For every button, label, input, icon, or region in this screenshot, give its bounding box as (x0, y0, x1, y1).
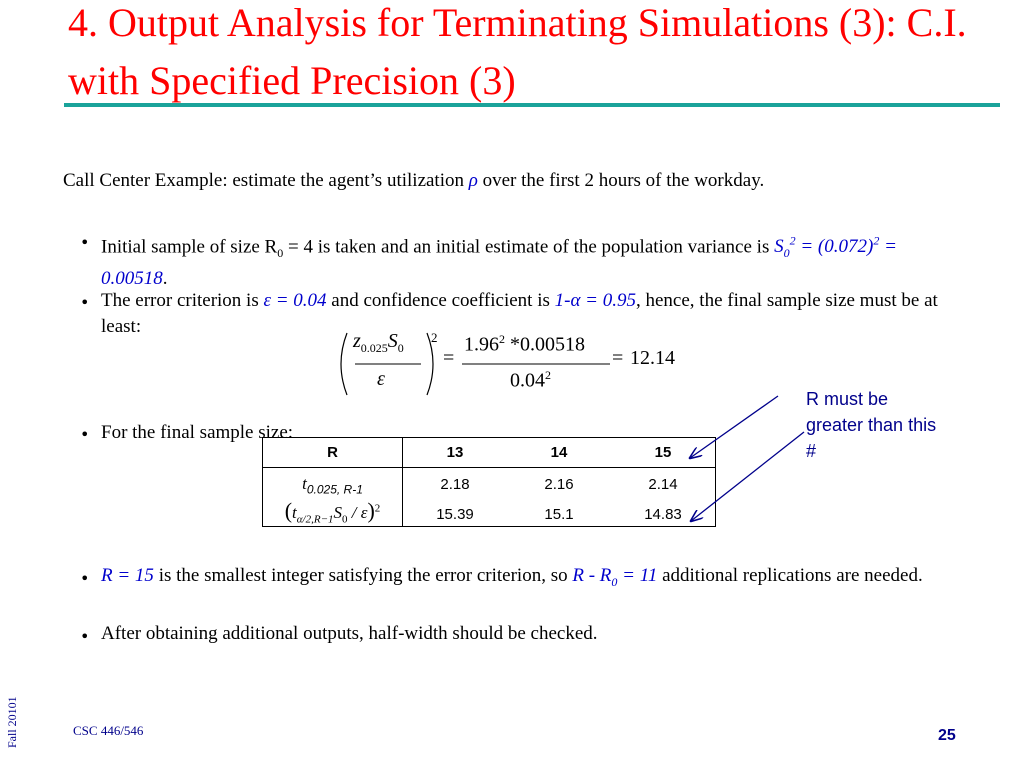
row2-div: / ε (347, 503, 368, 523)
row2-value-14: 15.1 (544, 506, 574, 523)
bullet-marker-5: • (80, 627, 90, 646)
r-minus-r: R - R (572, 565, 612, 586)
bullet-4 (101, 563, 951, 595)
rhs-variance: *0.00518 (505, 333, 585, 356)
rhs-z-power: 2 (499, 332, 505, 346)
variance-value-sup: 2 (873, 234, 880, 248)
bullet-2-text-c: , hence, the final sample size must be at least: (101, 290, 938, 337)
rhs-epsilon-value: 0.04 (510, 369, 545, 392)
variance-result: = 0.00518 (101, 236, 897, 290)
lhs-denominator: ε (377, 368, 385, 390)
z-symbol: z (353, 330, 361, 352)
bullet-1-period: . (162, 268, 168, 290)
intro-text-a: Call Center Example: estimate the agent’s utilization (63, 170, 469, 191)
s-sub: 0 (397, 341, 404, 355)
page-number: 25 (938, 727, 956, 744)
rhs-epsilon-power: 2 (545, 368, 551, 382)
course-label: CSC 446/546 (73, 723, 144, 738)
variance-s-sub: 0 (783, 246, 790, 261)
bullet-5: After obtaining additional outputs, half-width should be checked. (101, 623, 598, 644)
rhs-z-value: 1.96 (464, 333, 499, 356)
row1-value-14: 2.16 (544, 476, 574, 493)
equals-1: = (443, 347, 455, 369)
row2-t: t (292, 503, 297, 523)
table-header-label: R (263, 438, 403, 468)
table-col-13: 13 (446, 444, 464, 461)
row2-power: 2 (374, 502, 381, 515)
bullet-2-text-a: The error criterion is (101, 290, 264, 311)
row2-s: S (333, 503, 343, 523)
row2-open: ( (284, 498, 293, 524)
bullet-1-text-a: Initial sample of size R (101, 236, 278, 258)
bullet-3: For the final sample size: (101, 422, 294, 443)
row2-s-sub: 0 (342, 513, 348, 526)
semester-label: Fall 20101 (5, 696, 19, 748)
bullet-4-text-b: is the smallest integer satisfying the error criterion, so (153, 565, 573, 586)
alpha-expression: 1-α = 0.95 (554, 290, 636, 311)
arrow-to-header (690, 396, 778, 458)
row2-value-13: 15.39 (436, 506, 474, 523)
variance-s-sup: 2 (789, 234, 796, 248)
row2-close: ) (367, 498, 375, 524)
rho-symbol: ρ (468, 170, 478, 191)
bullet-4-text-e: additional replications are needed. (657, 565, 923, 586)
row1-t: t (302, 474, 307, 493)
row1-value-13: 2.18 (440, 476, 470, 493)
bullet-marker-3: • (80, 425, 90, 444)
bullet-marker-2: • (80, 293, 90, 312)
row1-value-15: 2.14 (648, 476, 678, 493)
r-minus-r0 (572, 565, 658, 589)
equals-2: = (612, 347, 624, 369)
bullet-1-text-b: = 4 is taken and an initial estimate of the population variance is (283, 236, 775, 258)
variance-value: = (0.072) (795, 236, 874, 258)
r-diff-value: = 11 (617, 565, 658, 586)
r-equals-15: R = 15 (101, 565, 154, 586)
lhs-power: 2 (431, 330, 438, 345)
bullet-marker-4: • (80, 569, 90, 588)
bullet-marker-1: • (80, 233, 90, 252)
formula-result: 12.14 (630, 347, 675, 369)
bullet-2-text-b: and confidence coefficient is (326, 290, 555, 311)
variance-s: S (774, 236, 784, 258)
bullet-1-sub: 0 (277, 246, 284, 261)
intro-text-b: over the first 2 hours of the workday. (477, 170, 765, 191)
z-sub: 0.025 (360, 341, 388, 355)
table-col-15: 15 (654, 444, 672, 461)
table-col-14: 14 (550, 444, 568, 461)
callout-text: R must be greater than this # (806, 389, 937, 461)
s-symbol: S (387, 330, 398, 352)
epsilon-expression: ε = 0.04 (263, 290, 327, 311)
row2-value-15: 14.83 (644, 506, 682, 523)
row1-sub: 0.025, R-1 (306, 482, 363, 497)
r0-sub: 0 (611, 574, 618, 589)
slide-title: 4. Output Analysis for Terminating Simulations (3): C.I. with Specified Precision (3) (68, 0, 967, 103)
row2-sub: α/2,R−1 (296, 513, 334, 526)
